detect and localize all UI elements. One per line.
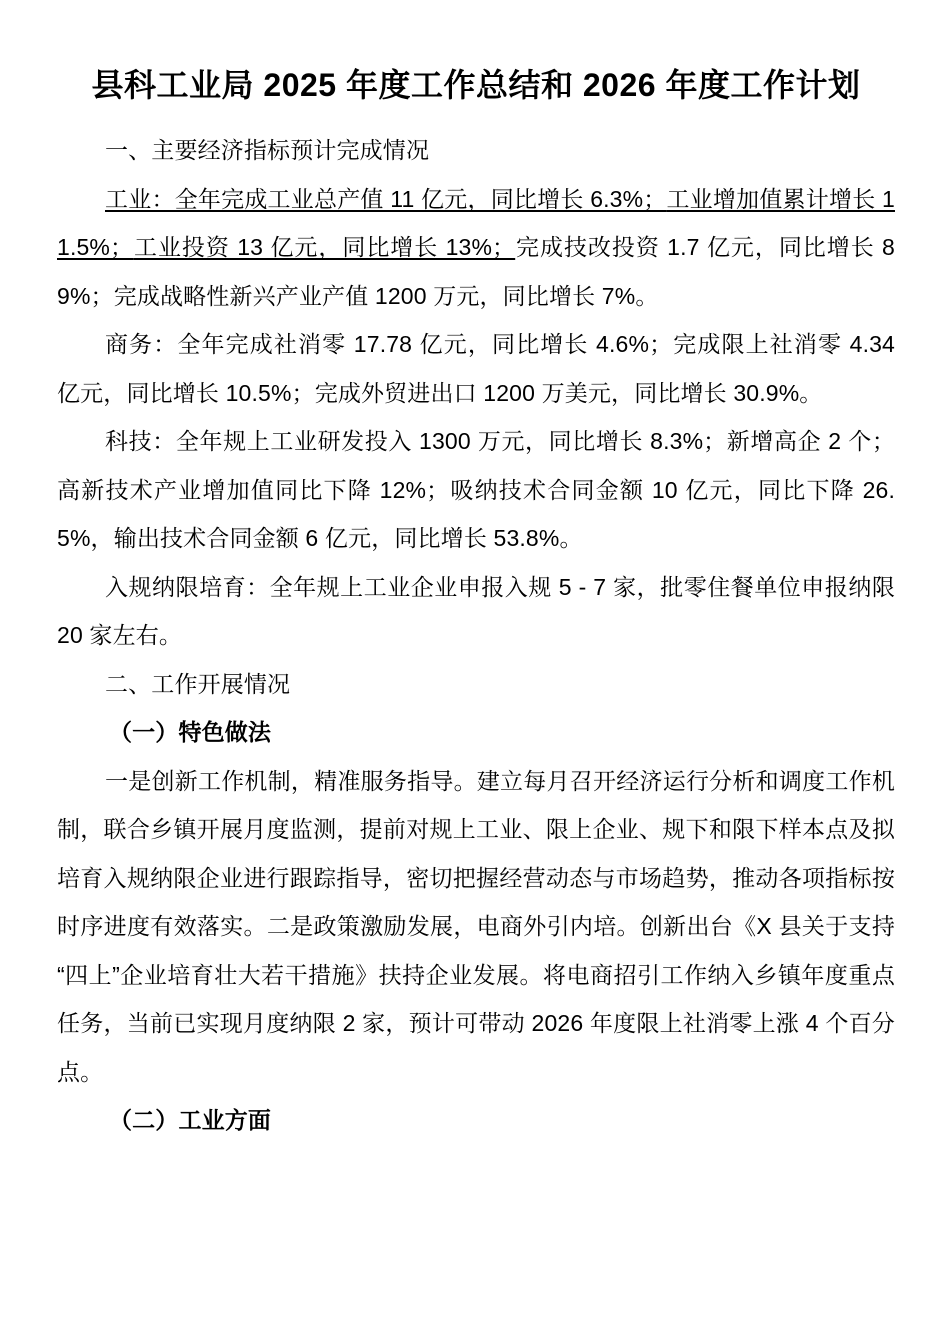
section-heading-one: 一、主要经济指标预计完成情况: [105, 137, 430, 163]
paragraph-cultivation: 入规纳限培育：全年规上工业企业申报入规 5 - 7 家，批零住餐单位申报纳限 20 家左右。: [57, 573, 895, 648]
industry-run-4: 完成技改投资 1.7 亿元，同比增长 89%；完成战略性新兴产业产值 1200 万元，同比增长 7%。: [57, 234, 895, 309]
paragraph-practices: 一是创新工作机制，精准服务指导。建立每月召开经济运行分析和调度工作机制，联合乡镇开展月度监测，提前对规上工业、限上企业、规下和限下样本点及拟培育入规纳限企业进行跟踪指导，密切把握经营动态与市场趋势，推动各项指标按时序进度有效落实。二是政策激励发展，电商外引内培。创新出台《X 县关于支持“四上”企业培育壮大若干措施》扶持企业发展。将电商招引工作纳入乡镇年度重点任务，当前已实现月度纳限 2 家，预计可带动 2026 年度限上社消零上涨 4 个百分点。: [57, 767, 895, 1085]
page-title: 县科工业局 2025 年度工作总结和 2026 年度工作计划: [91, 67, 861, 103]
section-heading-two: 二、工作开展情况: [105, 670, 291, 697]
paragraph-technology: 科技：全年规上工业研发投入 1300 万元，同比增长 8.3%；新增高企 2 个；高新技术产业增加值同比下降 12%；吸纳技术合同金额 10 亿元，同比下降 26.5%，输出技术合同金额 6 亿元，同比增长 53.8%。: [57, 428, 895, 551]
subsection-heading-two: （二）工业方面: [109, 1107, 272, 1133]
document-content: [57, 0, 895, 1145]
paragraph-commerce: 商务：全年完成社消零 17.78 亿元，同比增长 4.6%；完成限上社消零 4.34 亿元，同比增长 10.5%；完成外贸进出口 1200 万美元，同比增长 30.9%。: [57, 331, 895, 406]
subsection-heading-one: （一）特色做法: [109, 719, 272, 745]
title-spacer: [57, 108, 895, 126]
industry-run-3: 工业投资 13 亿元，同比增长 13%；: [133, 234, 516, 260]
industry-run-2: 工业增加值累计增长 11.5%；: [57, 185, 895, 260]
industry-run-1: 工业：全年完成工业总产值 11 亿元，同比增长 6.3%；: [105, 185, 667, 212]
paragraph-industry: [57, 175, 895, 321]
